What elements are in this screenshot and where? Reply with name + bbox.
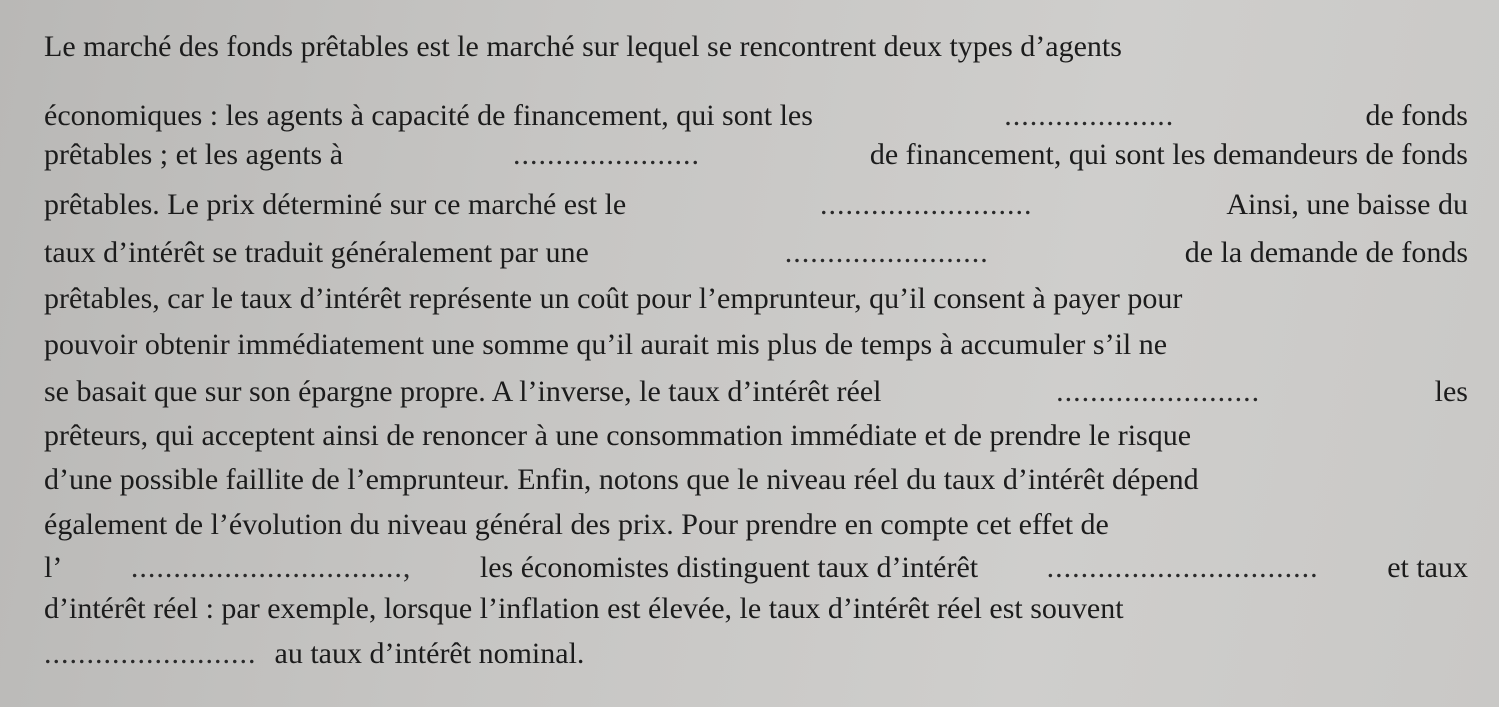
text-segment: taux d’intérêt se traduit généralement par une bbox=[44, 236, 589, 269]
text-line bbox=[44, 134, 1468, 176]
answer-blank[interactable]: .................... bbox=[1004, 99, 1175, 132]
text-segment: prêtables ; et les agents à bbox=[44, 138, 344, 171]
text-segment: Le marché des fonds prêtables est le marché sur lequel se rencontrent deux types d’agents bbox=[44, 30, 1122, 63]
text-segment: de fonds bbox=[1365, 99, 1468, 132]
text-segment: au taux d’intérêt nominal. bbox=[274, 637, 585, 670]
text-segment: de financement, qui sont les demandeurs de fonds bbox=[869, 138, 1468, 171]
text-segment: de la demande de fonds bbox=[1184, 236, 1468, 269]
text-segment: les économistes distinguent taux d’intérêt bbox=[479, 551, 979, 584]
text-segment: les bbox=[1434, 375, 1468, 408]
text-line bbox=[44, 278, 1468, 320]
text-line bbox=[44, 371, 1468, 413]
answer-blank[interactable]: ................................, bbox=[130, 551, 412, 584]
text-segment: d’une possible faillite de l’emprunteur. Enfin, notons que le niveau réel du taux d’intérêt dépend bbox=[44, 463, 1199, 496]
text-line bbox=[44, 547, 1468, 589]
answer-blank[interactable]: ......................... bbox=[820, 188, 1033, 221]
text-segment: prêtables, car le taux d’intérêt représente un coût pour l’emprunteur, qu’il consent à payer pour bbox=[44, 282, 1183, 315]
answer-blank[interactable]: ........................ bbox=[1056, 375, 1261, 408]
text-segment: également de l’évolution du niveau général des prix. Pour prendre en compte cet effet de bbox=[44, 508, 1109, 541]
answer-blank[interactable]: ........................ bbox=[784, 236, 989, 269]
text-line bbox=[44, 633, 1468, 675]
text-line bbox=[44, 324, 1468, 366]
text-segment: économiques : les agents à capacité de financement, qui sont les bbox=[44, 99, 813, 132]
text-segment: prêteurs, qui acceptent ainsi de renoncer à une consommation immédiate et de prendre le risque bbox=[44, 419, 1192, 452]
text-line bbox=[44, 504, 1468, 546]
text-line bbox=[44, 26, 1468, 68]
text-segment: prêtables. Le prix déterminé sur ce marché est le bbox=[44, 188, 627, 221]
text-line bbox=[44, 184, 1468, 226]
text-segment: l’ bbox=[44, 551, 63, 584]
answer-blank[interactable]: ................................ bbox=[1046, 551, 1319, 584]
text-segment: et taux bbox=[1387, 551, 1468, 584]
text-segment: se basait que sur son épargne propre. A l’inverse, le taux d’intérêt réel bbox=[44, 375, 882, 408]
text-line bbox=[44, 588, 1468, 630]
text-segment: pouvoir obtenir immédiatement une somme qu’il aurait mis plus de temps à accumuler s’il ne bbox=[44, 328, 1168, 361]
text-line bbox=[44, 415, 1468, 457]
text-line bbox=[44, 232, 1468, 274]
answer-blank[interactable]: ...................... bbox=[512, 138, 700, 171]
text-segment: d’intérêt réel : par exemple, lorsque l’inflation est élevée, le taux d’intérêt réel est souvent bbox=[44, 592, 1124, 625]
text-line bbox=[44, 459, 1468, 501]
text-segment: Ainsi, une baisse du bbox=[1226, 188, 1468, 221]
answer-blank[interactable]: ......................... bbox=[44, 637, 257, 670]
text-line bbox=[44, 95, 1468, 137]
